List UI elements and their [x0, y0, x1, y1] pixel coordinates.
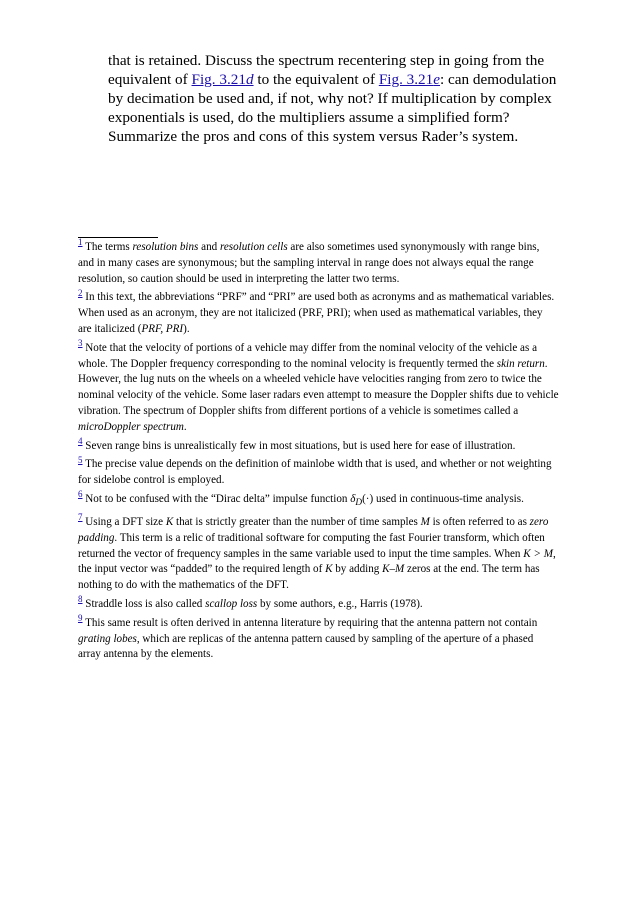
footnote-text: In this text, the abbreviations “PRF” and “PRI” are used both as acronyms and as mathematical variables. — [82, 291, 555, 304]
fig-3-21e-link[interactable] — [379, 71, 440, 88]
footnote-5 — [78, 454, 598, 489]
footnote-text: The precise value depends on the definition of mainlobe width that is used, and whether or not weighting — [82, 458, 552, 471]
paragraph-line-4: exponentials is used, do the multipliers assume a simplified form? — [108, 109, 510, 126]
footnote-text: that is strictly greater than the number of time samples — [173, 515, 421, 528]
footnotes — [78, 237, 598, 666]
paragraph-text: to the equivalent of — [253, 71, 379, 88]
footnote-text: Note that the velocity of portions of a vehicle may differ from the nominal velocity of the vehicle as a — [82, 341, 537, 354]
footnote-text: , — [552, 547, 556, 560]
footnote-italic: K–M — [382, 563, 405, 576]
footnote-text: is often referred to as — [429, 515, 530, 528]
footnote-line: array antenna by the elements. — [78, 648, 214, 661]
link-text-italic: d — [245, 71, 254, 88]
footnote-8-link[interactable]: 8 — [78, 594, 83, 605]
footnote-line — [78, 594, 598, 613]
footnote-text: . This term is a relic of traditional software for computing the fast Fourier transform, which often — [114, 531, 545, 544]
footnote-3 — [78, 338, 598, 436]
footnote-text: Using a DFT size — [82, 515, 166, 528]
fig-3-21d-link[interactable] — [192, 71, 254, 88]
footnote-italic: PRF, PRI — [141, 322, 184, 335]
link-text: Fig. 3.21 — [378, 71, 434, 88]
footnote-line — [78, 562, 598, 578]
footnote-text: . — [183, 420, 187, 433]
footnote-text: by some authors, e.g., Harris (1978). — [257, 597, 423, 610]
footnote-line — [78, 512, 598, 531]
dirac-delta-symbol: δ — [350, 492, 356, 505]
footnote-6 — [78, 489, 598, 512]
footnote-1 — [78, 237, 598, 287]
footnote-text: by adding — [332, 563, 383, 576]
paragraph-text: equivalent of — [108, 71, 192, 88]
delta-subscript: D — [355, 498, 363, 509]
footnote-italic: padding — [78, 531, 115, 544]
footnote-text: and — [198, 241, 220, 253]
footnote-line — [78, 613, 598, 632]
footnote-line: resolution, so caution should be used in interpreting the latter two terms. — [78, 272, 400, 285]
footnote-text: Seven range bins is unrealistically few in most situations, but is used here for ease of illustration. — [82, 439, 516, 452]
footnote-text: the input vector was “padded” to the required length of — [78, 563, 326, 576]
footnote-1-link[interactable]: 1 — [78, 237, 83, 248]
link-text-italic: e — [433, 71, 440, 88]
footnote-italic: resolution bins — [132, 241, 199, 253]
footnote-line: for sidelobe control is employed. — [78, 474, 225, 487]
footnote-text: , which are replicas of the antenna pattern caused by sampling of the aperture of a phased — [136, 632, 534, 645]
footnote-line — [78, 531, 598, 547]
footnote-2-link[interactable]: 2 — [78, 287, 83, 298]
footnote-line: vibration. The spectrum of Doppler shifts from different portions of a vehicle is sometimes called a — [78, 404, 519, 417]
footnote-5-link[interactable]: 5 — [78, 454, 83, 465]
footnote-italic: M — [420, 515, 430, 528]
footnote-line — [78, 237, 598, 256]
footnote-text: Straddle loss is also called — [82, 597, 206, 610]
paragraph-line-5: Summarize the pros and cons of this system versus Rader’s system. — [108, 128, 519, 145]
paragraph-line-1: that is retained. Discuss the spectrum recentering step in going from the — [108, 52, 545, 69]
footnote-text: whole. The Doppler frequency corresponding to the nominal velocity is frequently termed the — [78, 357, 497, 370]
footnote-line: However, the lug nuts on the wheels on a wheeled vehicle have velocities ranging from zero to twice the — [78, 373, 542, 386]
footnote-line — [78, 420, 598, 436]
footnote-4 — [78, 435, 598, 455]
footnote-7 — [78, 512, 598, 594]
footnote-text: used in continuous-time analysis. — [373, 492, 524, 505]
footnote-line: and in many cases are synonymous; but the sampling interval in range does not always equal the range — [78, 256, 534, 269]
footnote-4-link[interactable]: 4 — [78, 435, 83, 446]
footnote-line — [78, 287, 598, 306]
footnote-line: When used as an acronym, they are not italicized (PRF, PRI); when used as mathematical variables, they — [78, 307, 543, 320]
footnote-italic: resolution cells — [219, 241, 288, 253]
paragraph-line-2 — [108, 70, 588, 89]
footnote-line — [78, 454, 598, 473]
footnote-italic: grating lobes — [78, 632, 137, 645]
footnote-text: . — [544, 357, 548, 370]
footnote-9 — [78, 613, 598, 663]
footnote-italic: zero — [529, 515, 549, 528]
footnote-text: returned the vector of frequency samples in the same variable used to input the time samples. When — [78, 547, 524, 560]
footnote-line: nominal velocity of the vehicle. Some laser radars even attempt to measure the Doppler shifts due to vehicle — [78, 389, 559, 402]
footnote-line — [78, 357, 598, 373]
footnote-italic: scallop loss — [205, 597, 258, 610]
footnote-separator — [78, 237, 158, 238]
footnote-text: zeros at the end. The term has — [404, 563, 540, 576]
footnote-8 — [78, 594, 598, 613]
footnote-text: The terms — [82, 241, 133, 253]
footnote-line — [78, 489, 598, 512]
footnote-line — [78, 547, 598, 563]
footnote-text: are also sometimes used synonymously with range bins, — [287, 241, 540, 253]
footnote-6-link[interactable]: 6 — [78, 489, 83, 500]
footnote-text: are italicized ( — [78, 322, 142, 335]
footnote-italic: K > M — [523, 547, 553, 560]
footnote-2 — [78, 287, 598, 337]
footnote-line — [78, 435, 598, 455]
footnote-italic: K — [325, 563, 333, 576]
link-text: Fig. 3.21 — [191, 71, 246, 88]
footnote-text: Not to be confused with the “Dirac delta” impulse function — [82, 492, 351, 505]
footnote-italic: microDoppler spectrum — [78, 420, 184, 433]
footnote-text: This same result is often derived in antenna literature by requiring that the antenna pattern not contain — [82, 616, 538, 629]
footnote-italic: skin return — [496, 357, 545, 370]
footnote-line — [78, 322, 598, 338]
footnote-9-link[interactable]: 9 — [78, 613, 83, 624]
footnote-line: nothing to do with the mathematics of the DFT. — [78, 579, 289, 592]
footnote-line — [78, 632, 598, 648]
paragraph-line-3: by decimation be used and, if not, why not? If multiplication by complex — [108, 90, 552, 107]
footnote-italic: K — [165, 515, 174, 528]
problem-paragraph — [108, 51, 588, 146]
footnote-3-link[interactable]: 3 — [78, 338, 83, 349]
footnote-text: ). — [183, 322, 190, 335]
delta-argument: (·) — [362, 492, 374, 505]
footnote-line — [78, 338, 598, 357]
footnote-7-link[interactable]: 7 — [78, 512, 83, 523]
paragraph-text: : can demodulation — [440, 71, 557, 88]
